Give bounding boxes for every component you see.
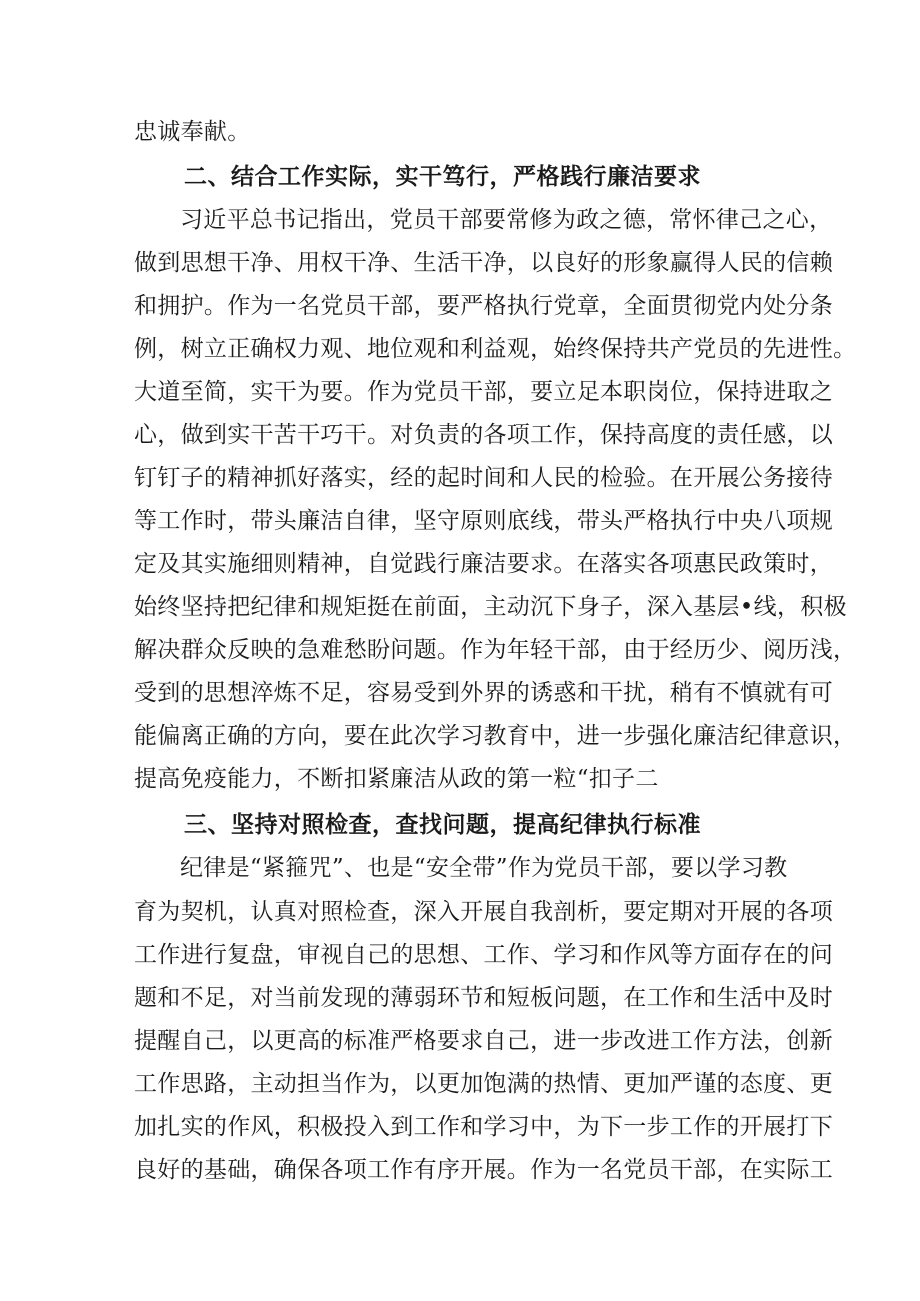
- paragraph-line: 纪律是“紧箍咒”、也是“安全带”作为党员干部，要以学习教: [180, 855, 788, 881]
- paragraph-line: 大道至简，实干为要。作为党员干部，要立足本职岗位，保持进取之: [134, 379, 833, 405]
- paragraph-line: 良好的基础，确保各项工作有序开展。作为一名党员干部，在实际工: [134, 1157, 833, 1183]
- paragraph-line: 工作思路，主动担当作为，以更加饱满的热情、更加严谨的态度、更: [134, 1071, 833, 1097]
- paragraph-line: 定及其实施细则精神，自觉践行廉洁要求。在落实各项惠民政策时，: [134, 551, 833, 577]
- paragraph-line: 加扎实的作风，积极投入到工作和学习中，为下一步工作的开展打下: [134, 1114, 833, 1140]
- paragraph-line: 育为契机，认真对照检查，深入开展自我剖析，要定期对开展的各项: [134, 899, 833, 925]
- paragraph-line: 心，做到实干苦干巧干。对负责的各项工作，保持高度的责任感，以: [134, 422, 833, 448]
- paragraph-line: 提高免疫能力，不断扣紧廉洁从政的第一粒“扣子二: [134, 766, 659, 792]
- section-heading-3: 三、坚持对照检查，查找问题，提高纪律执行标准: [184, 811, 701, 838]
- paragraph-line: 题和不足，对当前发现的薄弱环节和短板问题，在工作和生活中及时: [134, 985, 833, 1011]
- paragraph-line: 解决群众反映的急难愁盼问题。作为年轻干部，由于经历少、阅历浅，: [134, 637, 857, 663]
- paragraph-line: 能偏离正确的方向，要在此次学习教育中，进一步强化廉洁纪律意识，: [134, 723, 857, 749]
- paragraph-line: 始终坚持把纪律和规矩挺在前面，主动沉下身子，深入基层•线，积极: [134, 594, 847, 620]
- paragraph-line: 受到的思想淬炼不足，容易受到外界的诱惑和干扰，稍有不慎就有可: [134, 680, 833, 706]
- paragraph-line: 做到思想干净、用权干净、生活干净，以良好的形象赢得人民的信赖: [134, 250, 833, 276]
- paragraph-line: 钉钉子的精神抓好落实，经的起时间和人民的检验。在开展公务接待: [134, 465, 833, 491]
- section-heading-2: 二、结合工作实际，实干笃行，严格践行廉洁要求: [184, 163, 701, 190]
- paragraph-line: 和拥护。作为一名党员干部，要严格执行党章，全面贯彻党内处分条: [134, 293, 833, 319]
- paragraph-line: 忠诚奉献。: [134, 119, 251, 145]
- paragraph-line: 习近平总书记指出，党员干部要常修为政之德，常怀律己之心，: [180, 207, 833, 233]
- paragraph-line: 等工作时，带头廉洁自律，坚守原则底线，带头严格执行中央八项规: [134, 508, 833, 534]
- paragraph-line: 例，树立正确权力观、地位观和利益观，始终保持共产党员的先进性。: [134, 336, 857, 362]
- paragraph-line: 工作进行复盘，审视自己的思想、工作、学习和作风等方面存在的问: [134, 942, 833, 968]
- paragraph-line: 提醒自己，以更高的标准严格要求自己，进一步改进工作方法，创新: [134, 1028, 833, 1054]
